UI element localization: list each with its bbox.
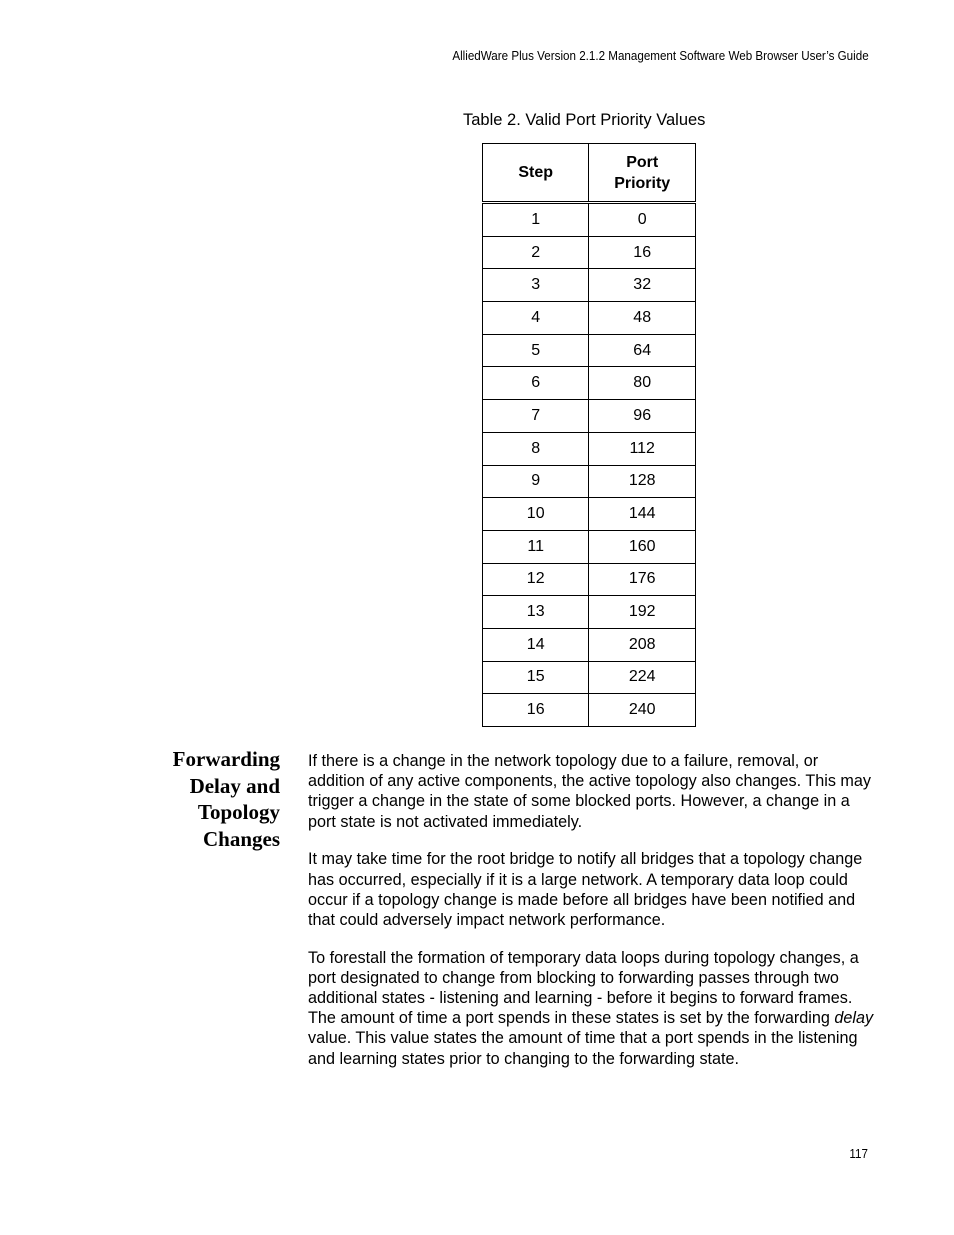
port-priority-cell: 240 bbox=[589, 694, 696, 727]
paragraph: It may take time for the root bridge to notify all bridges that a topology change has occurred, especially if it is a large network. A temporary data loop could occur if a topology change is made before all bridges have been notified and that could adversely impact network performance. bbox=[308, 850, 863, 929]
step-cell: 7 bbox=[483, 400, 589, 433]
table-row bbox=[483, 628, 696, 661]
step-cell: 6 bbox=[483, 367, 589, 400]
port-priority-cell: 160 bbox=[589, 530, 696, 563]
step-cell: 15 bbox=[483, 661, 589, 694]
column-header-port-priority: Port Priority bbox=[589, 144, 696, 203]
port-priority-cell: 0 bbox=[589, 203, 696, 237]
step-cell: 11 bbox=[483, 530, 589, 563]
port-priority-cell: 192 bbox=[589, 596, 696, 629]
table-caption: Table 2. Valid Port Priority Values bbox=[463, 111, 706, 129]
step-cell: 12 bbox=[483, 563, 589, 596]
table-header-row bbox=[483, 144, 696, 203]
paragraph-text: value. This value states the amount of time that a port spends in the listening and learning states prior to changing to the forwarding state. bbox=[308, 1029, 858, 1068]
section-body bbox=[308, 751, 878, 1086]
step-cell: 14 bbox=[483, 628, 589, 661]
table-row bbox=[483, 498, 696, 531]
port-priority-cell: 96 bbox=[589, 400, 696, 433]
paragraph: If there is a change in the network topology due to a failure, removal, or addition of any active components, the active topology also changes. This may trigger a change in the state of some blocked ports. However, a change in a port state is not activated immediately. bbox=[308, 752, 871, 831]
emphasis-delay: delay bbox=[834, 1009, 874, 1028]
step-cell: 3 bbox=[483, 269, 589, 302]
table-row bbox=[483, 465, 696, 498]
table-body bbox=[483, 203, 696, 727]
port-priority-cell: 64 bbox=[589, 334, 696, 367]
port-priority-cell: 224 bbox=[589, 661, 696, 694]
table-row bbox=[483, 236, 696, 269]
heading-line: Changes bbox=[202, 826, 280, 851]
heading-line: Forwarding bbox=[172, 747, 280, 771]
page-number: 117 bbox=[849, 1147, 868, 1161]
table-row bbox=[483, 596, 696, 629]
port-priority-cell: 112 bbox=[589, 432, 696, 465]
port-priority-cell: 48 bbox=[589, 302, 696, 335]
port-priority-cell: 208 bbox=[589, 628, 696, 661]
table-row bbox=[483, 269, 696, 302]
step-cell: 2 bbox=[483, 236, 589, 269]
port-priority-cell: 32 bbox=[589, 269, 696, 302]
step-cell: 13 bbox=[483, 596, 589, 629]
heading-line: Delay and bbox=[189, 773, 280, 798]
step-cell: 10 bbox=[483, 498, 589, 531]
step-cell: 5 bbox=[483, 334, 589, 367]
port-priority-cell: 16 bbox=[589, 236, 696, 269]
table-row bbox=[483, 563, 696, 596]
port-priority-cell: 176 bbox=[589, 563, 696, 596]
step-cell: 9 bbox=[483, 465, 589, 498]
port-priority-cell: 128 bbox=[589, 465, 696, 498]
table-row bbox=[483, 302, 696, 335]
step-cell: 4 bbox=[483, 302, 589, 335]
table-row bbox=[483, 530, 696, 563]
port-priority-cell: 80 bbox=[589, 367, 696, 400]
paragraph bbox=[308, 948, 878, 1069]
table-row bbox=[483, 203, 696, 237]
table-row bbox=[483, 400, 696, 433]
running-header: AlliedWare Plus Version 2.1.2 Management Software Web Browser User’s Guide bbox=[452, 49, 869, 63]
table-row bbox=[483, 334, 696, 367]
port-priority-table bbox=[482, 143, 696, 727]
step-cell: 1 bbox=[483, 203, 589, 237]
step-cell: 8 bbox=[483, 432, 589, 465]
table-row bbox=[483, 661, 696, 694]
paragraph-text: To forestall the formation of temporary data loops during topology changes, a port designated to change from blocking to forwarding passes through two additional states - listening and learning - before it begins to forward frames. The amount of time a port spends in these states is set by the forwarding bbox=[308, 948, 859, 1028]
heading-line: Topology bbox=[197, 800, 280, 824]
section-heading bbox=[80, 746, 280, 852]
table-row bbox=[483, 367, 696, 400]
column-header-step: Step bbox=[483, 144, 589, 203]
step-cell: 16 bbox=[483, 694, 589, 727]
table-row bbox=[483, 432, 696, 465]
port-priority-cell: 144 bbox=[589, 498, 696, 531]
table-row bbox=[483, 694, 696, 727]
